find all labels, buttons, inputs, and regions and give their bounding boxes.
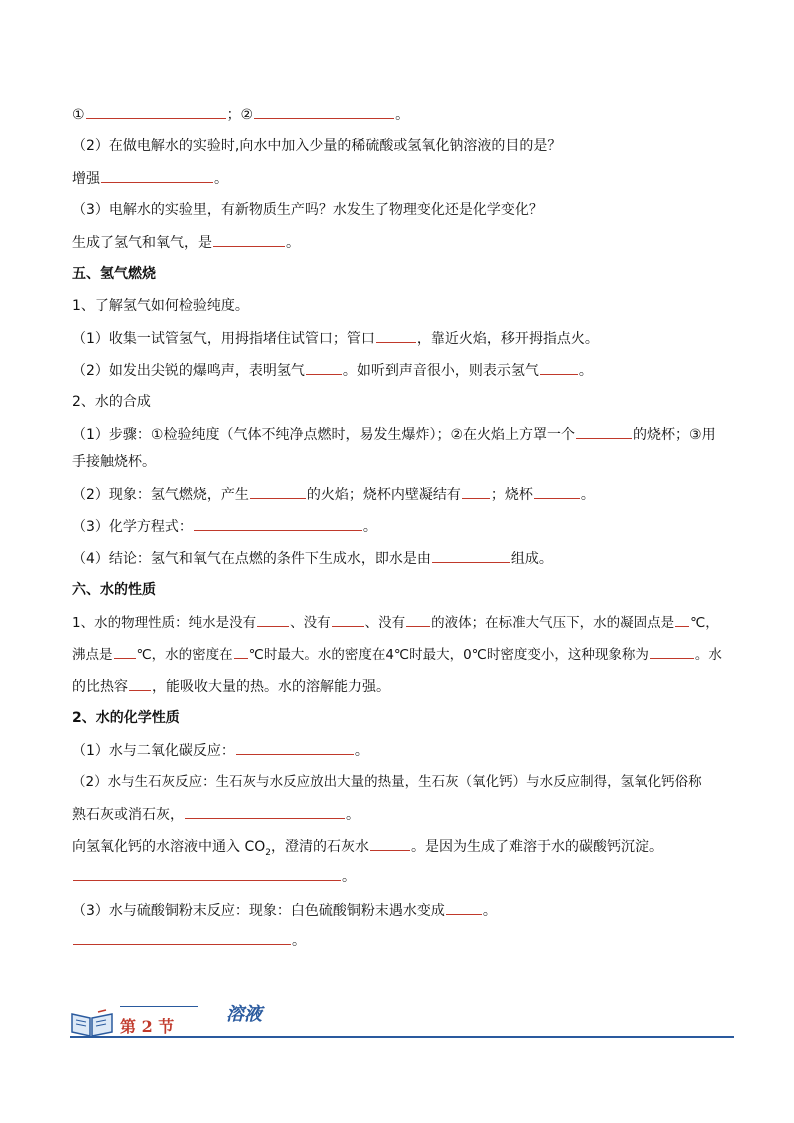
text-line: （2）如发出尖锐的爆鸣声，表明氢气 。如听到声音很小，则表示氢气 。 <box>72 360 734 381</box>
text-line: （4）结论：氢气和氧气在点燃的条件下生成水，即水是由 组成。 <box>72 548 734 569</box>
text-line: （1）步骤：①检验纯度（气体不纯净点燃时，易发生爆炸）；②在火焰上方罩一个 的烧杯；③用 <box>72 424 734 445</box>
answer-blank[interactable] <box>114 644 136 659</box>
answer-blank[interactable] <box>406 612 430 627</box>
answer-blank[interactable] <box>446 900 482 915</box>
answer-blank[interactable] <box>257 612 289 627</box>
section-header <box>70 1000 734 1040</box>
answer-line-2: 增强 。 <box>72 168 734 189</box>
text-line: 。 <box>72 930 734 951</box>
answer-blank[interactable] <box>306 360 342 375</box>
answer-blank[interactable] <box>234 644 248 659</box>
answer-blank[interactable] <box>194 516 362 531</box>
answer-blank[interactable] <box>236 740 354 755</box>
question-2: （2）在做电解水的实验时,向水中加入少量的稀硫酸或氢氧化钠溶液的目的是？ <box>72 138 562 154</box>
section-number-rule <box>120 1006 198 1007</box>
text-line: 熟石灰或消石灰， 。 <box>72 804 734 825</box>
heading-chemical-properties: 2、水的化学性质 <box>72 710 180 726</box>
section-title: 溶液 <box>226 1004 262 1025</box>
answer-blank[interactable] <box>101 168 213 183</box>
answer-blank[interactable] <box>432 548 510 563</box>
answer-blank[interactable] <box>185 804 345 819</box>
answer-blank[interactable] <box>254 104 394 119</box>
text-line: 的比热容 ，能吸收大量的热。水的溶解能力强。 <box>72 676 734 697</box>
answer-blank[interactable] <box>462 484 490 499</box>
section-number: 第 2 节 <box>120 1017 175 1036</box>
answer-blank[interactable] <box>73 866 341 881</box>
text-line: 1、水的物理性质：纯水是没有 、没有 、没有 的液体；在标准大气压下，水的凝固点是 ℃， <box>72 612 734 633</box>
answer-blank[interactable] <box>376 328 416 343</box>
text-line: （1）收集一试管氢气，用拇指堵住试管口；管口 ，靠近火焰，移开拇指点火。 <box>72 328 734 349</box>
text-line: （2）现象：氢气燃烧，产生 的火焰；烧杯内壁凝结有 ；烧杯 。 <box>72 484 734 505</box>
heading-water-properties: 六、水的性质 <box>72 582 156 598</box>
text-line: 2、水的合成 <box>72 394 151 410</box>
text-line: 向氢氧化钙的水溶液中通入 $CO_2$，澄清的石灰水 。是因为生成了难溶于水的碳酸钙沉淀。 <box>72 836 734 863</box>
answer-blank[interactable] <box>213 232 285 247</box>
answer-blank[interactable] <box>650 644 694 659</box>
answer-blank[interactable] <box>540 360 578 375</box>
answer-blank[interactable] <box>576 424 632 439</box>
text-line: 。 <box>72 866 734 887</box>
answer-line-3: 生成了氢气和氧气，是 。 <box>72 232 734 253</box>
text-line: （3）水与硫酸铜粉末反应：现象：白色硫酸铜粉末遇水变成 。 <box>72 900 734 921</box>
answer-blank[interactable] <box>534 484 580 499</box>
answer-blank[interactable] <box>86 104 226 119</box>
question-3: （3）电解水的实验里，有新物质生产吗？水发生了物理变化还是化学变化？ <box>72 202 543 218</box>
answer-blank[interactable] <box>370 836 410 851</box>
heading-hydrogen-combustion: 五、氢气燃烧 <box>72 266 156 282</box>
answer-blank[interactable] <box>675 612 689 627</box>
text-line: （3）化学方程式： 。 <box>72 516 734 537</box>
answer-blank[interactable] <box>250 484 306 499</box>
text-line: 沸点是 ℃，水的密度在 ℃时最大。水的密度在4℃时最大，0℃时密度变小，这种现象称为 。水 <box>72 644 734 665</box>
answer-blank[interactable] <box>73 930 291 945</box>
blank-line-1: ① ；② 。 <box>72 104 734 125</box>
text-line: 1、了解氢气如何检验纯度。 <box>72 298 249 314</box>
text-line: 手接触烧杯。 <box>72 454 156 470</box>
section-divider <box>70 1036 734 1038</box>
open-book-icon <box>70 1008 114 1038</box>
text-line: （1）水与二氧化碳反应： 。 <box>72 740 734 761</box>
answer-blank[interactable] <box>129 676 151 691</box>
text-line: （2）水与生石灰反应：生石灰与水反应放出大量的热量，生石灰（氧化钙）与水反应制得，氢氧化钙俗称 <box>72 774 702 790</box>
answer-blank[interactable] <box>332 612 364 627</box>
